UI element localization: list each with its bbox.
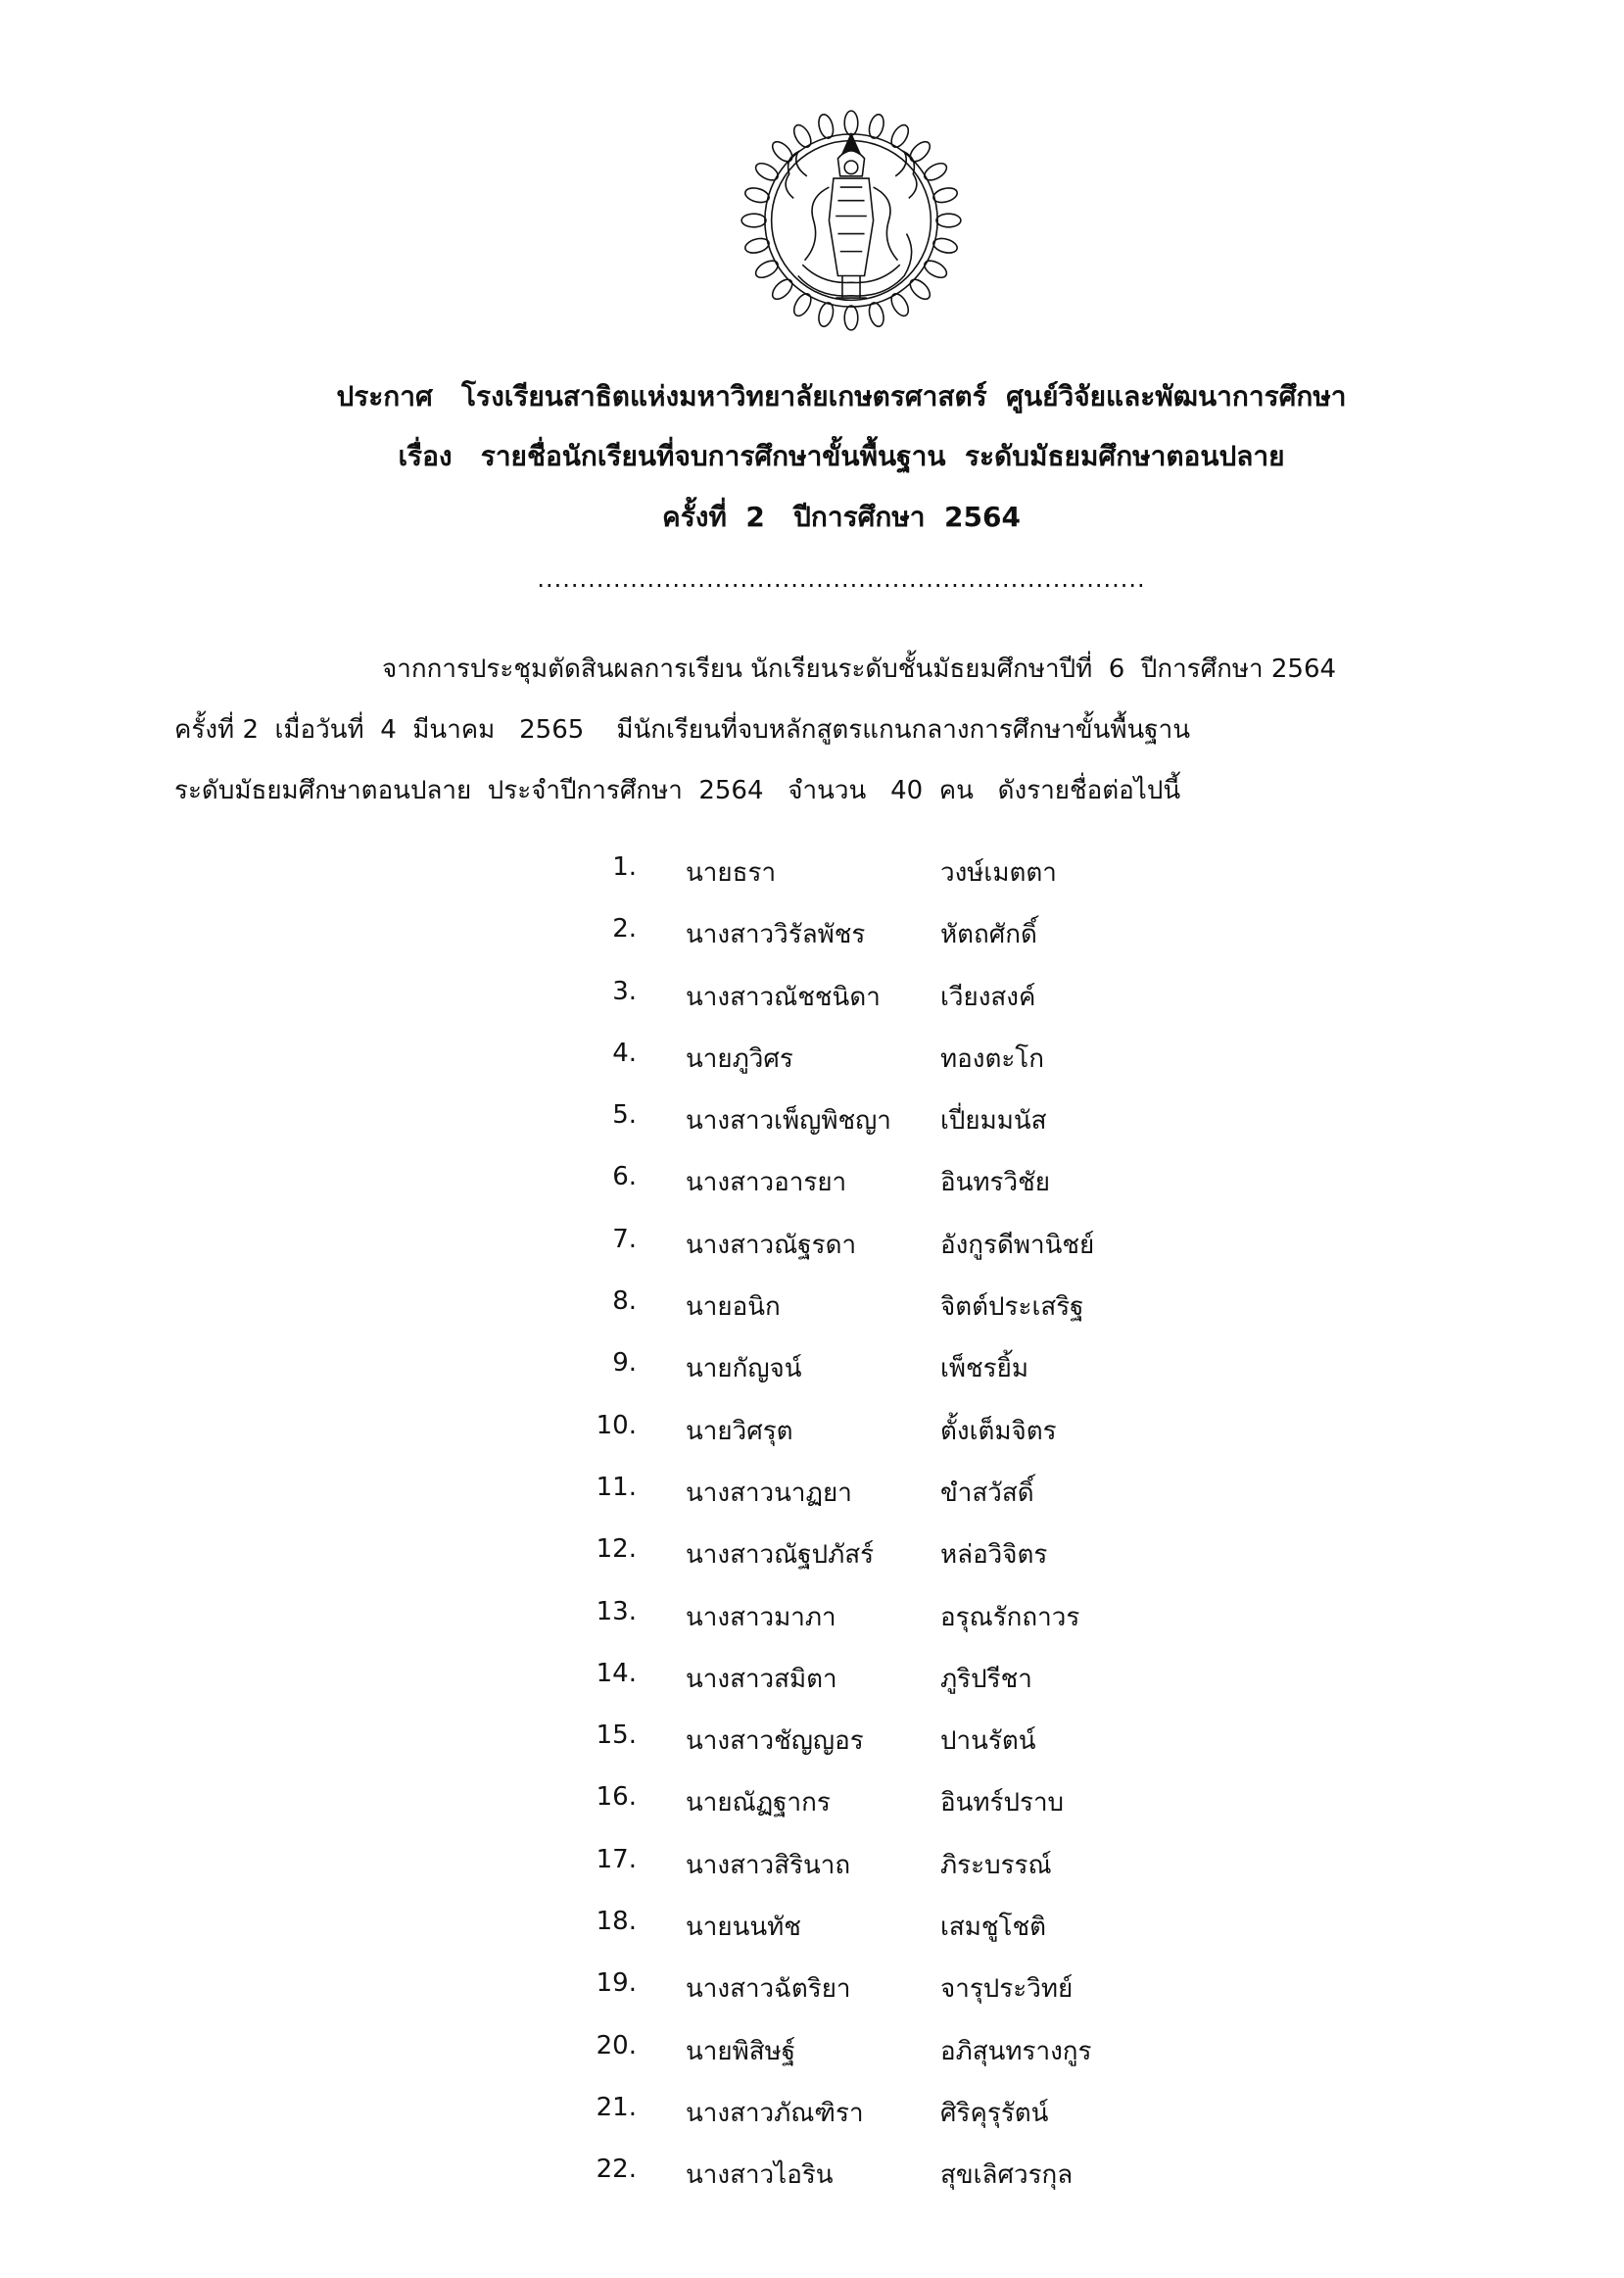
student-number: 8. bbox=[612, 1286, 637, 1317]
student-last-name: เพ็ชรยิ้ม bbox=[940, 1354, 1029, 1384]
student-number: 17. bbox=[596, 1844, 637, 1874]
student-number: 10. bbox=[596, 1410, 637, 1440]
list-item bbox=[588, 1968, 1273, 2030]
student-last-name: ขำสวัสดิ์ bbox=[940, 1478, 1034, 1508]
emblem-petal bbox=[790, 122, 814, 150]
student-number: 16. bbox=[596, 1782, 637, 1813]
list-item bbox=[588, 1597, 1273, 1659]
student-number: 14. bbox=[596, 1658, 637, 1688]
student-first-name: นางสาวเพ็ญพิชญา bbox=[686, 1106, 891, 1137]
student-first-name: นายพิสิษฐ์ bbox=[686, 2036, 796, 2066]
student-first-name: นางสาวนาฏยา bbox=[686, 1478, 852, 1508]
student-last-name: หล่อวิจิตร bbox=[940, 1540, 1048, 1571]
student-number: 9. bbox=[612, 1348, 637, 1379]
student-first-name: นางสาวอารยา bbox=[686, 1168, 847, 1198]
student-number: 2. bbox=[612, 914, 637, 945]
separator-line: ........................................................................ bbox=[537, 565, 1146, 593]
list-item bbox=[588, 1782, 1273, 1844]
announcement-term: ครั้งที่ 2 ปีการศึกษา 2564 bbox=[662, 501, 1021, 533]
student-last-name: อภิสุนทรางกูร bbox=[940, 2036, 1092, 2066]
student-last-name: ภิระบรรณ์ bbox=[940, 1850, 1052, 1880]
student-number: 15. bbox=[596, 1721, 637, 1751]
student-last-name: จารุประวิทย์ bbox=[940, 1974, 1074, 2005]
student-number: 4. bbox=[612, 1038, 637, 1068]
student-number: 3. bbox=[612, 976, 637, 1006]
student-last-name: อังกูรดีพานิชย์ bbox=[940, 1230, 1095, 1260]
emblem-petal bbox=[844, 306, 858, 330]
student-last-name: อินทร์ปราบ bbox=[940, 1788, 1065, 1818]
list-item bbox=[588, 1162, 1273, 1224]
body-paragraph-line-1: จากการประชุมตัดสินผลการเรียน นักเรียนระดับชั้นมัธยมศึกษาปีที่ 6 ปีการศึกษา 2564 bbox=[382, 654, 1337, 684]
list-item bbox=[588, 1721, 1273, 1782]
student-first-name: นางสาวภัณฑิรา bbox=[686, 2098, 864, 2128]
list-item bbox=[588, 1907, 1273, 1968]
emblem-petal bbox=[907, 276, 933, 303]
emblem-petal bbox=[888, 291, 912, 318]
student-first-name: นายภูวิศร bbox=[686, 1043, 793, 1074]
student-number: 19. bbox=[596, 1968, 637, 1999]
student-last-name: อรุณรักถาวร bbox=[940, 1602, 1080, 1632]
emblem-petal bbox=[844, 111, 858, 135]
emblem-petal bbox=[888, 122, 912, 150]
school-emblem-logo bbox=[740, 110, 962, 331]
announcement-subject: เรื่อง รายชื่อนักเรียนที่จบการศึกษาขั้นพื้นฐาน ระดับมัธยมศึกษาตอนปลาย bbox=[398, 440, 1285, 472]
emblem-petal bbox=[936, 214, 961, 227]
student-number: 12. bbox=[596, 1534, 637, 1565]
student-first-name: นางสาวณัชชนิดา bbox=[686, 982, 881, 1012]
student-first-name: นางสาวณัฐปภัสร์ bbox=[686, 1540, 875, 1571]
emblem-petal bbox=[790, 291, 814, 318]
student-first-name: นางสาวไอริน bbox=[686, 2160, 834, 2191]
emblem-petal bbox=[907, 138, 933, 165]
student-last-name: ภูริปรีชา bbox=[940, 1664, 1032, 1694]
student-number: 1. bbox=[612, 852, 637, 882]
list-item bbox=[588, 852, 1273, 914]
emblem-petal bbox=[769, 138, 795, 165]
student-number: 20. bbox=[596, 2030, 637, 2060]
list-item bbox=[588, 1348, 1273, 1410]
student-first-name: นางสาวฉัตริยา bbox=[686, 1974, 851, 2005]
list-item bbox=[588, 2093, 1273, 2155]
student-last-name: ศิริคุรุรัตน์ bbox=[940, 2098, 1049, 2128]
student-first-name: นายอนิก bbox=[686, 1292, 781, 1323]
student-first-name: นางสาวชัญญอร bbox=[686, 1726, 864, 1757]
student-last-name: ปานรัตน์ bbox=[940, 1726, 1036, 1757]
list-item bbox=[588, 1411, 1273, 1473]
student-last-name: จิตต์ประเสริฐ bbox=[940, 1292, 1084, 1323]
student-last-name: อินทรวิชัย bbox=[940, 1168, 1050, 1198]
student-last-name: ตั้งเต็มจิตร bbox=[940, 1416, 1057, 1446]
student-last-name: สุขเลิศวรกุล bbox=[940, 2160, 1074, 2191]
student-number: 11. bbox=[596, 1472, 637, 1502]
list-item bbox=[588, 1659, 1273, 1721]
student-first-name: นายนนทัช bbox=[686, 1913, 801, 1943]
student-list bbox=[588, 852, 1273, 2217]
student-first-name: นางสาววิรัลพัชร bbox=[686, 920, 866, 950]
student-last-name: วงษ์เมตตา bbox=[940, 858, 1057, 888]
student-last-name: เปี่ยมมนัส bbox=[940, 1106, 1047, 1137]
list-item bbox=[588, 1845, 1273, 1907]
student-number: 18. bbox=[596, 1907, 637, 1937]
student-first-name: นายธรา bbox=[686, 858, 777, 888]
student-last-name: เวียงสงค์ bbox=[940, 982, 1036, 1012]
emblem-petal bbox=[741, 214, 766, 227]
emblem-petal bbox=[922, 160, 949, 183]
student-number: 7. bbox=[612, 1224, 637, 1254]
student-first-name: นายวิศรุต bbox=[686, 1416, 793, 1446]
student-first-name: นายกัญจน์ bbox=[686, 1354, 802, 1384]
student-last-name: ทองตะโก bbox=[940, 1043, 1045, 1074]
student-last-name: เสมชูโชติ bbox=[940, 1913, 1047, 1943]
student-number: 22. bbox=[596, 2155, 637, 2185]
emblem-petal bbox=[753, 258, 781, 281]
list-item bbox=[588, 2155, 1273, 2216]
announcement-title: ประกาศ โรงเรียนสาธิตแห่งมหาวิทยาลัยเกษตรศาสตร์ ศูนย์วิจัยและพัฒนาการศึกษา bbox=[336, 380, 1347, 412]
student-first-name: นางสาวณัฐรดา bbox=[686, 1230, 857, 1260]
list-item bbox=[588, 1039, 1273, 1100]
body-paragraph-line-3: ระดับมัธยมศึกษาตอนปลาย ประจำปีการศึกษา 2564 จำนวน 40 คน ดังรายชื่อต่อไปนี้ bbox=[174, 776, 1181, 805]
student-first-name: นางสาวมาภา bbox=[686, 1602, 836, 1632]
emblem-petal bbox=[769, 276, 795, 303]
student-first-name: นางสาวสมิตา bbox=[686, 1664, 837, 1694]
student-number: 5. bbox=[612, 1100, 637, 1131]
emblem-petal bbox=[922, 258, 949, 281]
list-item bbox=[588, 1225, 1273, 1286]
student-last-name: หัตถศักดิ์ bbox=[940, 920, 1037, 950]
student-first-name: นายณัฏฐากร bbox=[686, 1788, 831, 1818]
body-paragraph-line-2: ครั้งที่ 2 เมื่อวันที่ 4 มีนาคม 2565 มีนักเรียนที่จบหลักสูตรแกนกลางการศึกษาขั้นพื้นฐาน bbox=[174, 715, 1190, 745]
list-item bbox=[588, 1100, 1273, 1162]
list-item bbox=[588, 1473, 1273, 1534]
student-number: 6. bbox=[612, 1162, 637, 1192]
list-item bbox=[588, 1534, 1273, 1596]
list-item bbox=[588, 1286, 1273, 1348]
list-item bbox=[588, 977, 1273, 1039]
student-first-name: นางสาวสิรินาถ bbox=[686, 1850, 851, 1880]
emblem-petal bbox=[753, 160, 781, 183]
student-number: 13. bbox=[596, 1596, 637, 1626]
list-item bbox=[588, 2031, 1273, 2093]
list-item bbox=[588, 914, 1273, 976]
student-number: 21. bbox=[596, 2092, 637, 2122]
